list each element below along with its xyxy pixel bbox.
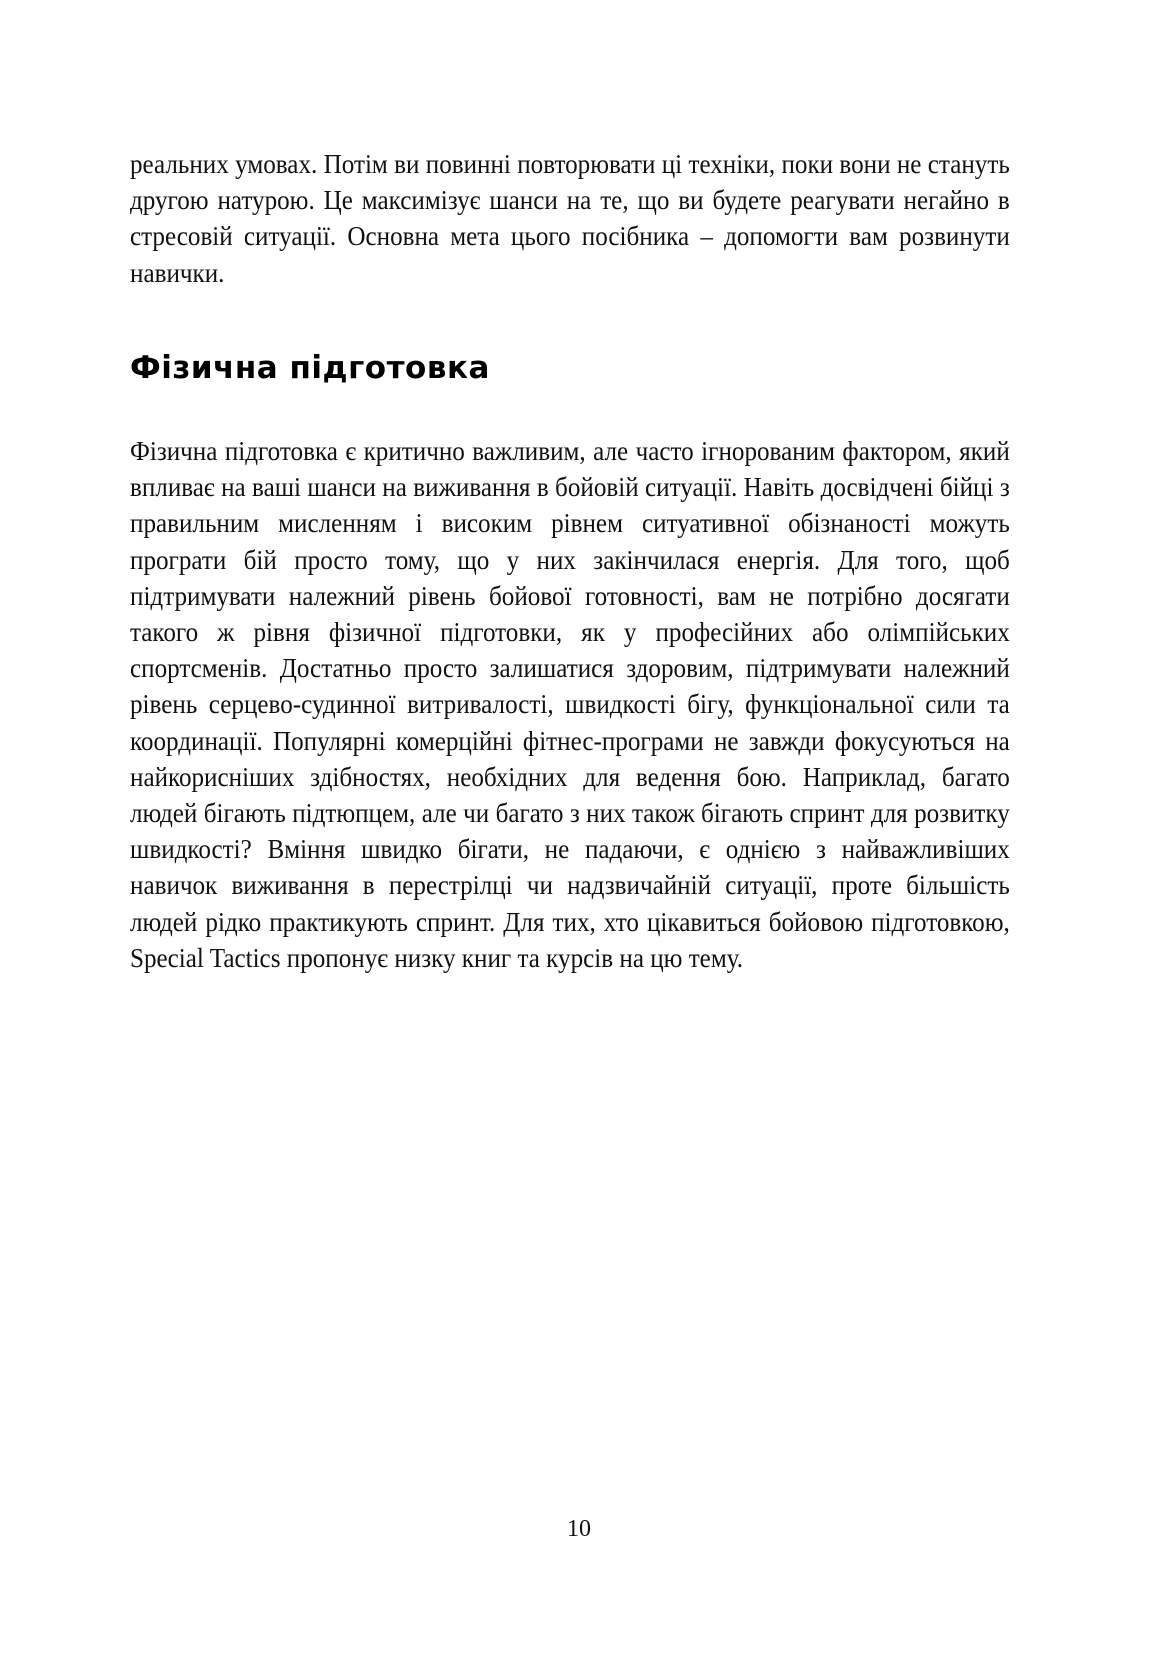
page-number: 10 — [567, 1516, 591, 1542]
section-body-paragraph: Фізична підготовка є критично важливим, але часто ігнорованим фактором, який впливає на ваші шанси на виживання в бойовій ситуації. Навіть досвідчені бійці з правильним мисленням і високим рівнем ситуативної обізнаності можуть програти бій просто тому, що у них закінчилася енергія. Для того, щоб підтримувати належний рівень бойової готовності, вам не потрібно досягати такого ж рівня фізичної підготовки, як у професійних або олімпійських спортсменів. Достатньо просто залишатися здоровим, підтримувати належний рівень серцево-судинної витривалості, швидкості бігу, функціональної сили та координації. Популярні комерційні фітнес-програми не завжди фокусуються на найкорисніших здібностях, необхідних для ведення бою. Наприклад, багато людей бігають підтюпцем, але чи багато з них також бігають спринт для розвитку швидкості? Вміння швидко бігати, не падаючи, є однією з найважливіших навичок виживання в перестрілці чи надзвичайній ситуації, проте більшість людей рідко практикують спринт. Для тих, хто цікавиться бойовою підготовкою, Special Tactics пропонує низку книг та курсів на цю тему. — [130, 436, 1010, 973]
intro-paragraph: реальних умовах. Потім ви повинні повторювати ці техніки, поки вони не стануть другою натурою. Це максимізує шанси на те, що ви будете реагувати негайно в стресовій ситуації. Основна мета цього посібника – допомогти вам розвинути навички. — [130, 149, 1010, 288]
section-heading: Фізична підготовка — [130, 350, 490, 386]
